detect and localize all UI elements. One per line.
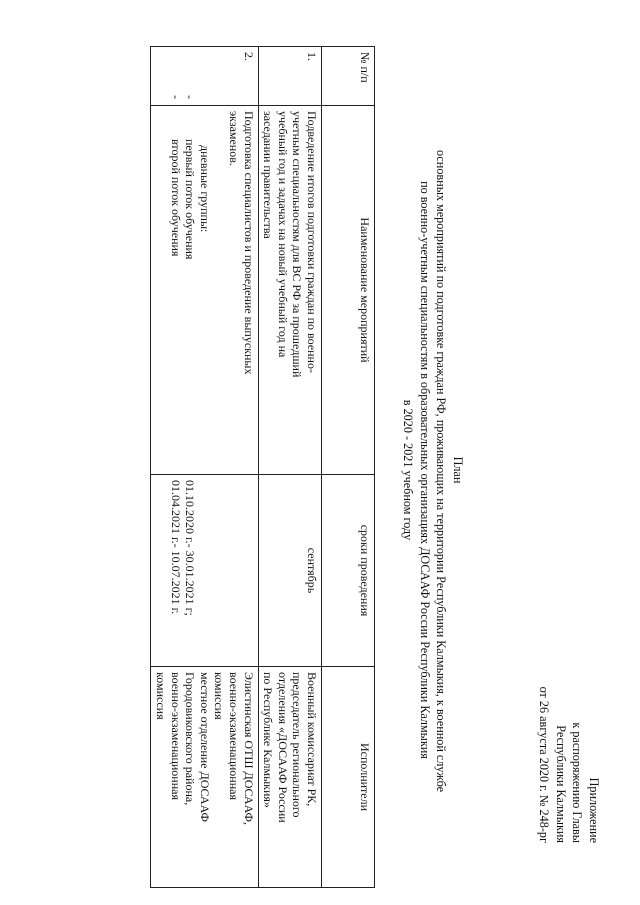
date-line: 01.04.2021 г.- 10.07.2021 г.: [168, 480, 183, 615]
header-dates: сроки проведения: [322, 475, 375, 667]
executor-line: военно-экзаменационная: [168, 672, 183, 800]
appendix-line: Республики Калмыкия: [554, 725, 568, 843]
name-line: заседании правительства: [261, 111, 276, 239]
table-header-row: [322, 47, 375, 888]
title-line: План: [451, 456, 465, 484]
executor-line: местное отделение ДОСААФ: [197, 672, 212, 822]
list-item: [183, 95, 198, 469]
executor-line: Военный комиссариат РК,: [305, 672, 319, 807]
dash-mark: -: [183, 95, 198, 99]
executor-line: военно-экзаменационная: [227, 672, 242, 800]
row-executors: [258, 667, 321, 888]
table-row: [151, 47, 258, 888]
plan-table: [150, 46, 375, 888]
table-row: [258, 47, 321, 888]
title-line: по военно-учетным специальностям в образовательных организациях ДОСААФ России Республики Калмыкия: [418, 181, 432, 759]
name-line: Подготовка специалистов и проведение выпускных: [241, 111, 256, 375]
row-executors: [151, 667, 258, 888]
document-title: [400, 150, 466, 793]
spacer: [212, 480, 227, 661]
row-dates: сентябрь: [258, 475, 321, 667]
appendix-line: к распоряжению Главы: [570, 722, 585, 843]
header-num: № п/п: [322, 47, 375, 106]
title-line: в 2020 - 2021 учебном году: [401, 399, 416, 541]
header-executors: Исполнители: [322, 667, 375, 888]
row-name: [258, 106, 321, 475]
date-line: 01.10.2020 г.- 30.01.2021 г;: [183, 480, 198, 616]
list-item-label: первый поток обучения: [183, 139, 198, 260]
list-item-label: второй поток обучения: [168, 139, 183, 257]
executor-line: по Республике Калмыкия»: [261, 672, 276, 808]
header-name: Наименование мероприятий: [322, 106, 375, 475]
appendix-block: [536, 613, 602, 843]
spacer: [197, 480, 212, 661]
executor-line: Элистинская ОТШ ДОСААФ,: [241, 672, 256, 825]
spacer: [212, 111, 227, 469]
name-line: учетным специальностям для ВС РФ за прошедший: [290, 111, 305, 378]
executor-line: комиссия: [212, 672, 227, 720]
name-line: учебный год и задачах на новый учебный год на: [275, 111, 290, 358]
dash-mark: -: [168, 95, 183, 99]
row-number: 2.: [151, 47, 258, 106]
subhead: дневные группы:: [197, 145, 212, 233]
appendix-line: Приложение: [587, 777, 601, 843]
row-name: [151, 95, 258, 475]
name-line: Подведение итогов подготовки граждан по военно-: [305, 111, 319, 373]
row-dates: [151, 475, 258, 667]
executor-line: отделения «ДОСААФ России: [275, 672, 290, 823]
row-number: 1.: [258, 47, 321, 106]
executor-line: председатель регионального: [290, 672, 305, 818]
title-line: основных мероприятий по подготовке граждан РФ, проживающих на территории Республики Калмыкия, к военной службе: [434, 150, 449, 793]
appendix-line: от 26 августа 2020 г. № 248-рг: [537, 686, 552, 843]
spacer: [226, 480, 241, 661]
executor-line: комиссия: [154, 672, 169, 720]
list-item: [168, 95, 183, 469]
name-line: экзаменов.: [227, 111, 242, 166]
executor-line: Городовиковского района,: [183, 672, 198, 806]
spacer: [241, 480, 256, 661]
